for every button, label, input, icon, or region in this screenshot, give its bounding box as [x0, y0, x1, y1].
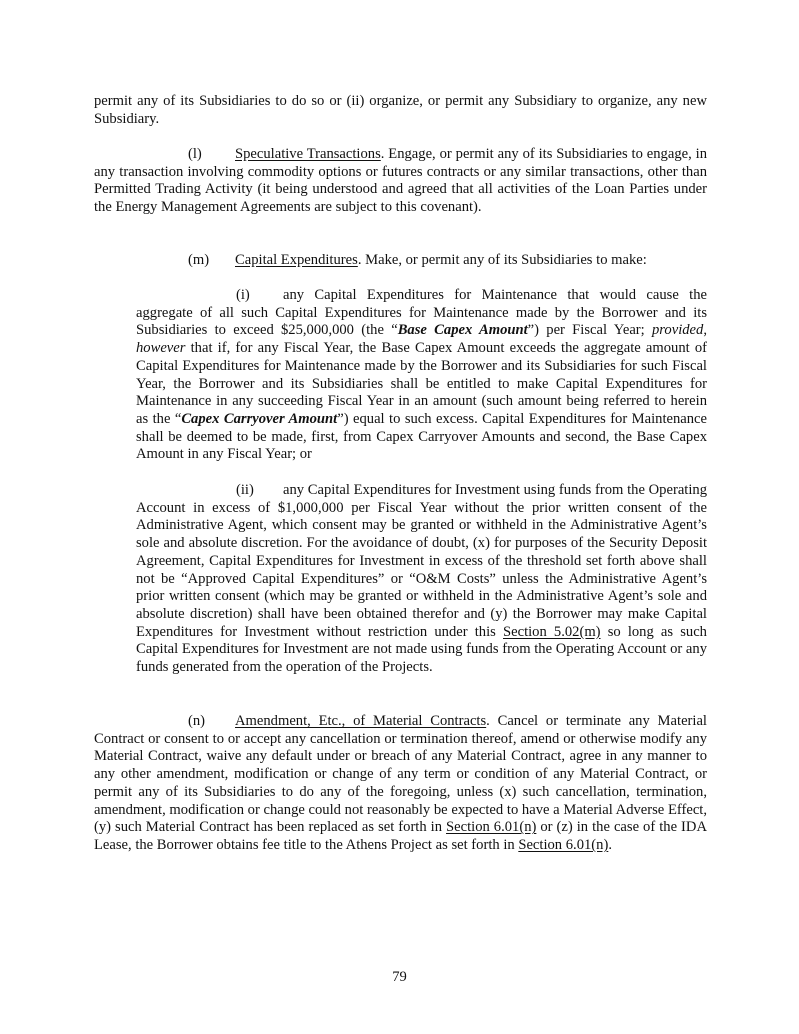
section-m-item-ii-paragraph [136, 482, 707, 677]
item-i-text-1: any Capital Expenditures for Maintenance that would cause the aggregate of all such Capital Expenditures for Maintenance made by the Borrower and its Subsidiaries to exceed $25,000,000 (the “ [136, 287, 707, 339]
section-n-text-1: . Cancel or terminate any Material Contract or consent to or accept any cancellation or termination thereof, amend or otherwise modify any Material Contract, waive any default under or breach of any Material Contract, agree in any manner to any other amendment, modification or change of any term or condition of any Material Contract, or permit any of its Subsidiaries to do any of the foregoing, unless (x) such cancellation, termination, amendment, modification or change could not reasonably be expected to have a Material Adverse Effect, (y) such Material Contract has been replaced as set forth in [94, 713, 707, 836]
provided-italic: provided [652, 322, 704, 339]
section-n-paragraph [94, 713, 707, 855]
item-i-text-4: that if, for any Fiscal Year, the Base Capex Amount exceeds the aggregate amount of Capital Expenditures for Maintenance made by the Borrower and its Subsidiaries for such Fiscal Year, the Borrower and its Subsidiaries shall be entitled to make Capital Expenditures for Maintenance in any succeeding Fiscal Year in an amount (such amount being referred to herein as the “ [136, 340, 707, 427]
section-n-text-3: . [608, 836, 612, 853]
base-capex-amount-term: Base Capex Amount [397, 322, 528, 339]
intro-paragraph [94, 93, 707, 128]
item-ii-label: (ii) [236, 482, 254, 498]
section-m-label: (m) [188, 252, 210, 268]
section-l-title: Speculative Transactions [235, 146, 381, 162]
section-l-paragraph [94, 146, 707, 217]
intro-text: permit any of its Subsidiaries to do so or (ii) organize, or permit any Subsidiary to organize, any new Subsidiary. [94, 93, 707, 127]
section-m-item-i-paragraph [136, 287, 707, 464]
item-i-text-2: ”) per Fiscal Year; [527, 322, 652, 339]
section-l-text: . Engage, or permit any of its Subsidiaries to engage, in any transaction involving commodity options or futures contracts or any similar transactions, other than Permitted Trading Activity (it being understood and agreed that all activities of the Loan Parties under the Energy Management Agreements are subject to this covenant). [94, 146, 707, 216]
item-ii-text-2: so long as such Capital Expenditures for Investment are not made using funds from the Operating Account or any funds generated from the operation of the Projects. [136, 623, 707, 676]
section-n-label: (n) [188, 713, 206, 729]
section-m-title: Capital Expenditures [235, 252, 358, 268]
section-5-02-m-reference: Section 5.02(m) [503, 623, 601, 640]
item-i-text-3: , [703, 322, 707, 339]
item-ii-text-1: any Capital Expenditures for Investment using funds from the Operating Account in excess of $1,000,000 per Fiscal Year without the prior written consent of the Administrative Agent, which consent may be granted or withheld in the Administrative Agent’s sole and absolute discretion. For the avoidance of doubt, (x) for purposes of the Security Deposit Agreement, Capital Expenditures for Investment in excess of the threshold set forth above shall not be “Approved Capital Expenditures” or “O&M Costs” unless the Administrative Agent’s prior written consent (which may be granted or withheld in the Administrative Agent’s sole and absolute discretion) shall have been obtained therefor and (y) the Borrower may make Capital Expenditures for Investment without restriction under this [136, 482, 707, 640]
however-italic: however [136, 340, 186, 357]
section-m-paragraph [94, 252, 707, 270]
capex-carryover-amount-term: Capex Carryover Amount [181, 410, 338, 427]
section-m-text: . Make, or permit any of its Subsidiaries to make: [357, 252, 647, 268]
item-i-label: (i) [236, 287, 250, 303]
section-l-label: (l) [188, 146, 202, 162]
item-i-text-5: ”) equal to such excess. Capital Expenditures for Maintenance shall be deemed to be made, first, from Capex Carryover Amounts and second, the Base Capex Amount in any Fiscal Year; or [136, 410, 708, 463]
section-n-text-2: or (z) in the case of the IDA Lease, the Borrower obtains fee title to the Athens Project as set forth in [94, 819, 707, 853]
section-6-01-n-reference-2: Section 6.01(n) [518, 836, 609, 853]
page-number: 79 [392, 969, 407, 985]
section-n-title: Amendment, Etc., of Material Contracts [235, 713, 487, 729]
section-6-01-n-reference-1: Section 6.01(n) [446, 819, 537, 836]
